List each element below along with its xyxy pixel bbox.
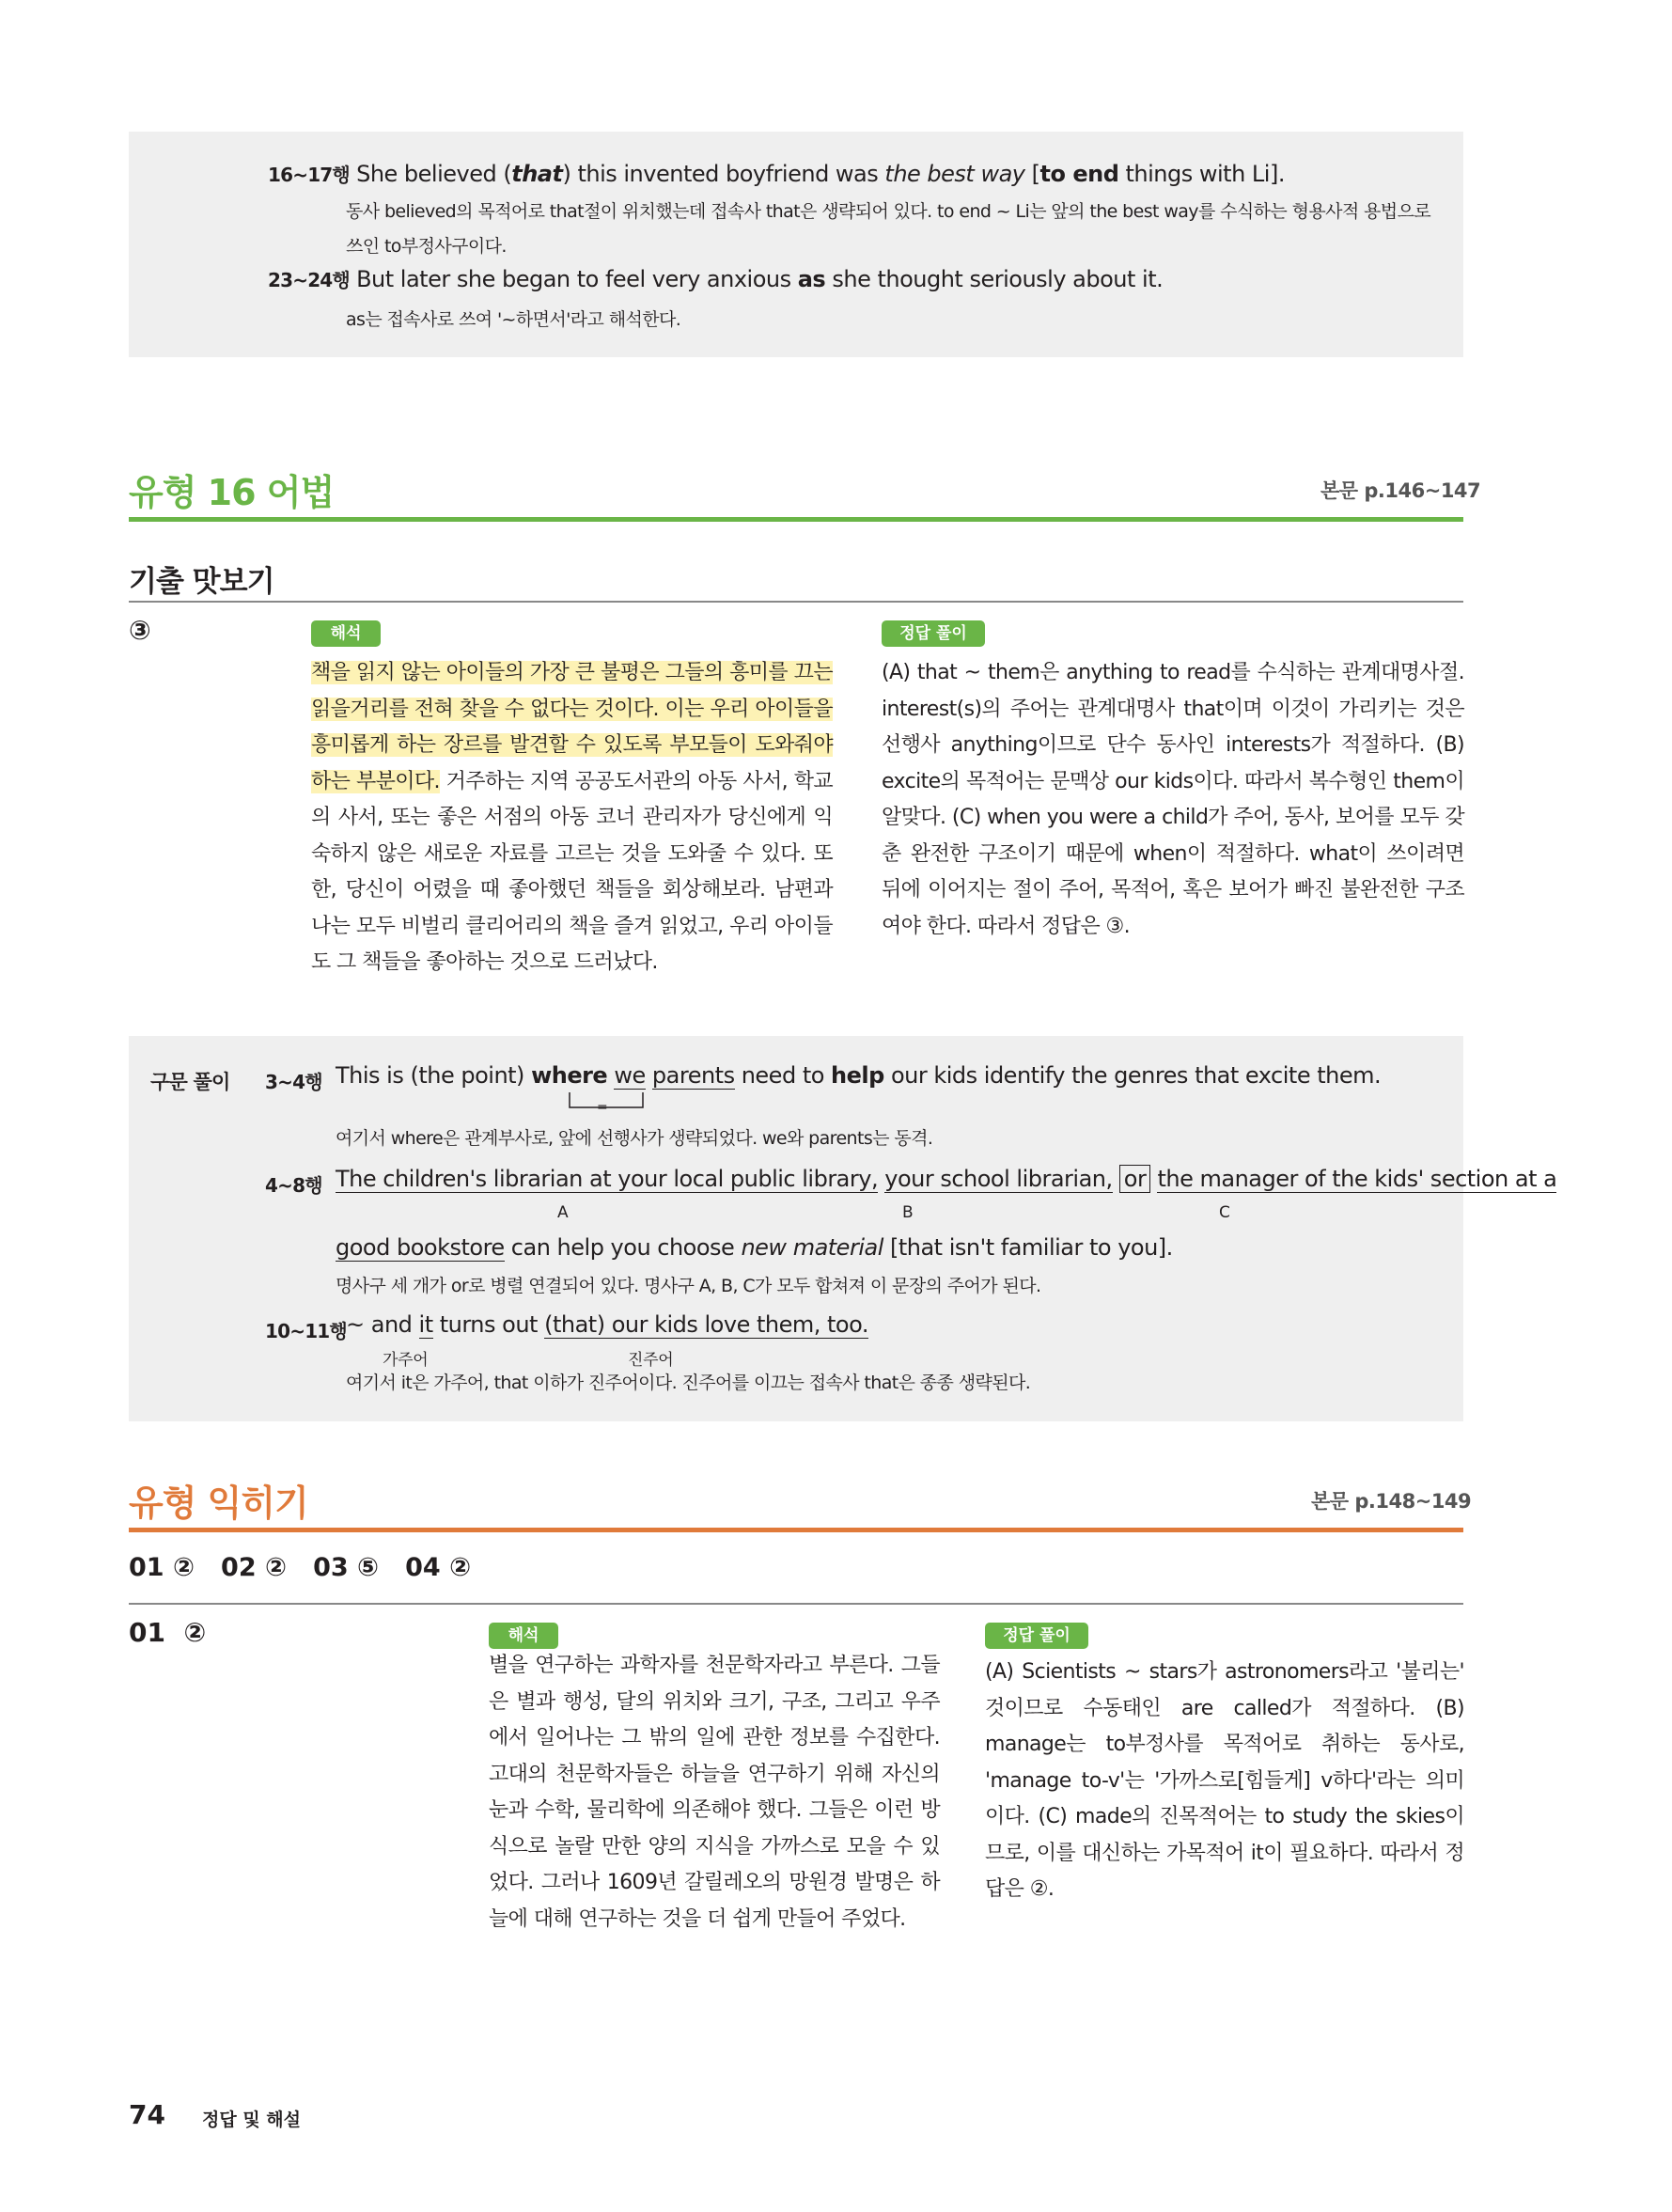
- text-frag: need to: [734, 1062, 832, 1089]
- text-frag: things with Li].: [1118, 161, 1285, 187]
- text-frag: as: [797, 266, 826, 292]
- translation-paragraph: 별을 연구하는 과학자를 천문학자라고 부른다. 그들은 별과 행성, 달의 위치와 크기, 구조, 그리고 우주에서 일어나는 그 밖의 일에 관한 정보를 수집한다. 고대의 천문학자들은 하늘을 연구하기 위해 자신의 눈과 수학, 물리학에 의존해야 했다. 그들은 이런 방식으로 놀랄 만한 양의 지식을 가까스로 모을 수 있었다. 그러나 1609년 갈릴레오의 망원경 발명은 하늘에 대해 연구하는 것을 더 쉽게 만들어 주었다.: [489, 1654, 940, 1931]
- text-frag: turns out: [432, 1311, 545, 1338]
- text-frag: good bookstore: [336, 1234, 505, 1261]
- answer-explanation: (A) that ~ them은 anything to read를 수식하는 관계대명사절. interest(s)의 주어는 관계대명사 that이며 이것이 가리키는 것은 선행사 anything이므로 단수 동사인 interests가 적절하다. (B) excite의 목적어는 문맥상 our kids이다. 따라서 복수형인 them이 알맞다. (C) when you were a child가 주어, 동사, 보어를 모두 갖춘 완전한 구조이기 때문에 when이 적절하다. what이 쓰이려면 뒤에 이어지는 절이 주어, 목적어, 혹은 보어가 빠진 불완전한 구조여야 한다. 따라서 정답은 ③.: [882, 661, 1464, 938]
- note-explain: as는 접속사로 쓰여 '~하면서'라고 해석한다.: [346, 309, 681, 330]
- jeongdap-pill: 정답 풀이: [882, 620, 985, 647]
- line-ref: 3~4행: [265, 1071, 322, 1093]
- line-ref: 23~24행: [268, 269, 350, 291]
- text-frag: can help you choose: [504, 1234, 742, 1261]
- label-c: C: [1219, 1203, 1230, 1222]
- section-title: 유형 16 어법: [129, 472, 335, 513]
- text-frag: it: [418, 1311, 433, 1338]
- text-frag: the best way: [884, 161, 1025, 187]
- question-answer: 01 ②: [129, 1617, 207, 1648]
- syntax-sentence-1: [336, 1062, 1381, 1089]
- equals-mark: =: [597, 1100, 608, 1115]
- np-a: The children's librarian at your local public library,: [336, 1166, 879, 1192]
- text-frag: But later she began to feel very anxious: [356, 266, 798, 292]
- text-frag: ) this invented boyfriend was: [562, 161, 885, 187]
- translation-rest: 거주하는 지역 공공도서관의 아동 사서, 학교의 사서, 또는 좋은 서점의 아동 코너 관리자가 당신에게 익숙하지 않은 새로운 자료를 고르는 것을 도와줄 수 있다. 또한, 당신이 어렸을 때 좋아했던 책들을 회상해보라. 남편과 나는 모두 비벌리 클리어리의 책을 즐겨 읽었고, 우리 아이들도 그 책들을 좋아하는 것으로 드러났다.: [311, 769, 833, 974]
- label-a: A: [557, 1203, 569, 1222]
- haeseok-pill: 해석: [311, 620, 381, 647]
- text-frag: that: [511, 161, 563, 187]
- answer-explanation: (A) Scientists ~ stars가 astronomers라고 '불리는' 것이므로 수동태인 are called가 적절하다. (B) manage는 to부정사를 목적어로 취하는 동사로, 'manage to-v'는 '가까스로[힘들게] v하다'라는 의미이다. (C) made의 진목적어는 to study the skies이므로, 이를 대신하는 가목적어 it이 필요하다. 따라서 정답은 ②.: [985, 1660, 1464, 1901]
- syntax-sentence-2: [336, 1166, 1556, 1192]
- syntax-note: 명사구 세 개가 or로 병렬 연결되어 있다. 명사구 A, B, C가 모두 합쳐져 이 문장의 주어가 된다.: [336, 1276, 1041, 1296]
- section-divider: [129, 1528, 1463, 1532]
- line-ref: 16~17행: [268, 164, 350, 186]
- footer-label: 정답 및 해설: [202, 2110, 301, 2130]
- text-frag: parents: [651, 1062, 735, 1089]
- np-b: your school librarian,: [884, 1166, 1113, 1192]
- syntax-notes-box: [129, 1036, 1463, 1421]
- np-c: the manager of the kids' section at a: [1157, 1166, 1557, 1192]
- syntax-note: 여기서 where은 관계부사로, 앞에 선행사가 생략되었다. we와 parents는 동격.: [336, 1128, 933, 1149]
- text-frag: help: [831, 1062, 884, 1089]
- answer-summary: 01 ② 02 ② 03 ⑤ 04 ②: [129, 1553, 471, 1582]
- note-line-16-17: [268, 160, 1285, 187]
- label-real-subject: 진주어: [628, 1351, 674, 1370]
- label-b: B: [902, 1203, 914, 1222]
- note-line-23-24: [268, 265, 1163, 292]
- text-frag: [646, 1062, 652, 1089]
- highlighted-text: 책을 읽지 않는 아이들의 가장 큰 불평은 그들의 흥미를 끄는 읽을거리를 전혀 찾을 수 없다는 것이다. 이는 우리 아이들을 흥미롭게 하는 장르를 발견할 수 있도록 부모들이 도와줘야 하는 부분이다.: [311, 661, 833, 793]
- page-ref: 본문 p.148~149: [1311, 1490, 1472, 1513]
- text-frag: our kids identify the genres that excite them.: [883, 1062, 1382, 1089]
- line-ref: 4~8행: [265, 1174, 322, 1197]
- or-box: or: [1119, 1165, 1151, 1193]
- text-frag: we: [614, 1062, 646, 1089]
- text-frag: where: [531, 1062, 608, 1089]
- text-frag: [: [1024, 161, 1040, 187]
- text-frag: new material: [741, 1234, 883, 1261]
- label-dummy-subject: 가주어: [383, 1351, 429, 1370]
- syntax-note: 여기서 it은 가주어, that 이하가 진주어이다. 진주어를 이끄는 접속사 that은 종종 생략된다.: [346, 1373, 1031, 1393]
- page-number: 74: [129, 2099, 165, 2130]
- text-frag: She believed (: [356, 161, 512, 187]
- note-explain: 동사 believed의 목적어로 that절이 위치했는데 접속사 that은 생략되어 있다. to end ~ Li는 앞의 the best way를 수식하는 형용사적 용법으로: [346, 201, 1431, 222]
- text-frag: to end: [1039, 161, 1119, 187]
- syntax-sentence-2b: [336, 1234, 1173, 1261]
- subsection-divider: [129, 1603, 1463, 1605]
- text-frag: [that isn't familiar to you].: [883, 1234, 1173, 1261]
- section-title: 유형 익히기: [129, 1483, 308, 1524]
- note-explain: 쓰인 to부정사구이다.: [346, 236, 507, 257]
- line-ref: 10~11행: [265, 1320, 347, 1342]
- haeseok-pill: 해석: [489, 1623, 558, 1649]
- page-ref: 본문 p.146~147: [1320, 479, 1481, 502]
- subsection-title: 기출 맛보기: [129, 565, 274, 599]
- jeongdap-pill: 정답 풀이: [985, 1623, 1088, 1649]
- text-frag: she thought seriously about it.: [825, 266, 1164, 292]
- translation-paragraph: [311, 655, 833, 981]
- syntax-label: 구문 풀이: [150, 1071, 230, 1093]
- subsection-divider: [129, 601, 1463, 603]
- text-frag: This is (the point): [336, 1062, 532, 1089]
- text-frag: ~ and: [346, 1311, 419, 1338]
- syntax-sentence-3: [346, 1311, 868, 1338]
- answer-number: ③: [129, 615, 151, 646]
- section-divider: [129, 517, 1463, 522]
- text-frag: (that) our kids love them, too.: [544, 1311, 868, 1338]
